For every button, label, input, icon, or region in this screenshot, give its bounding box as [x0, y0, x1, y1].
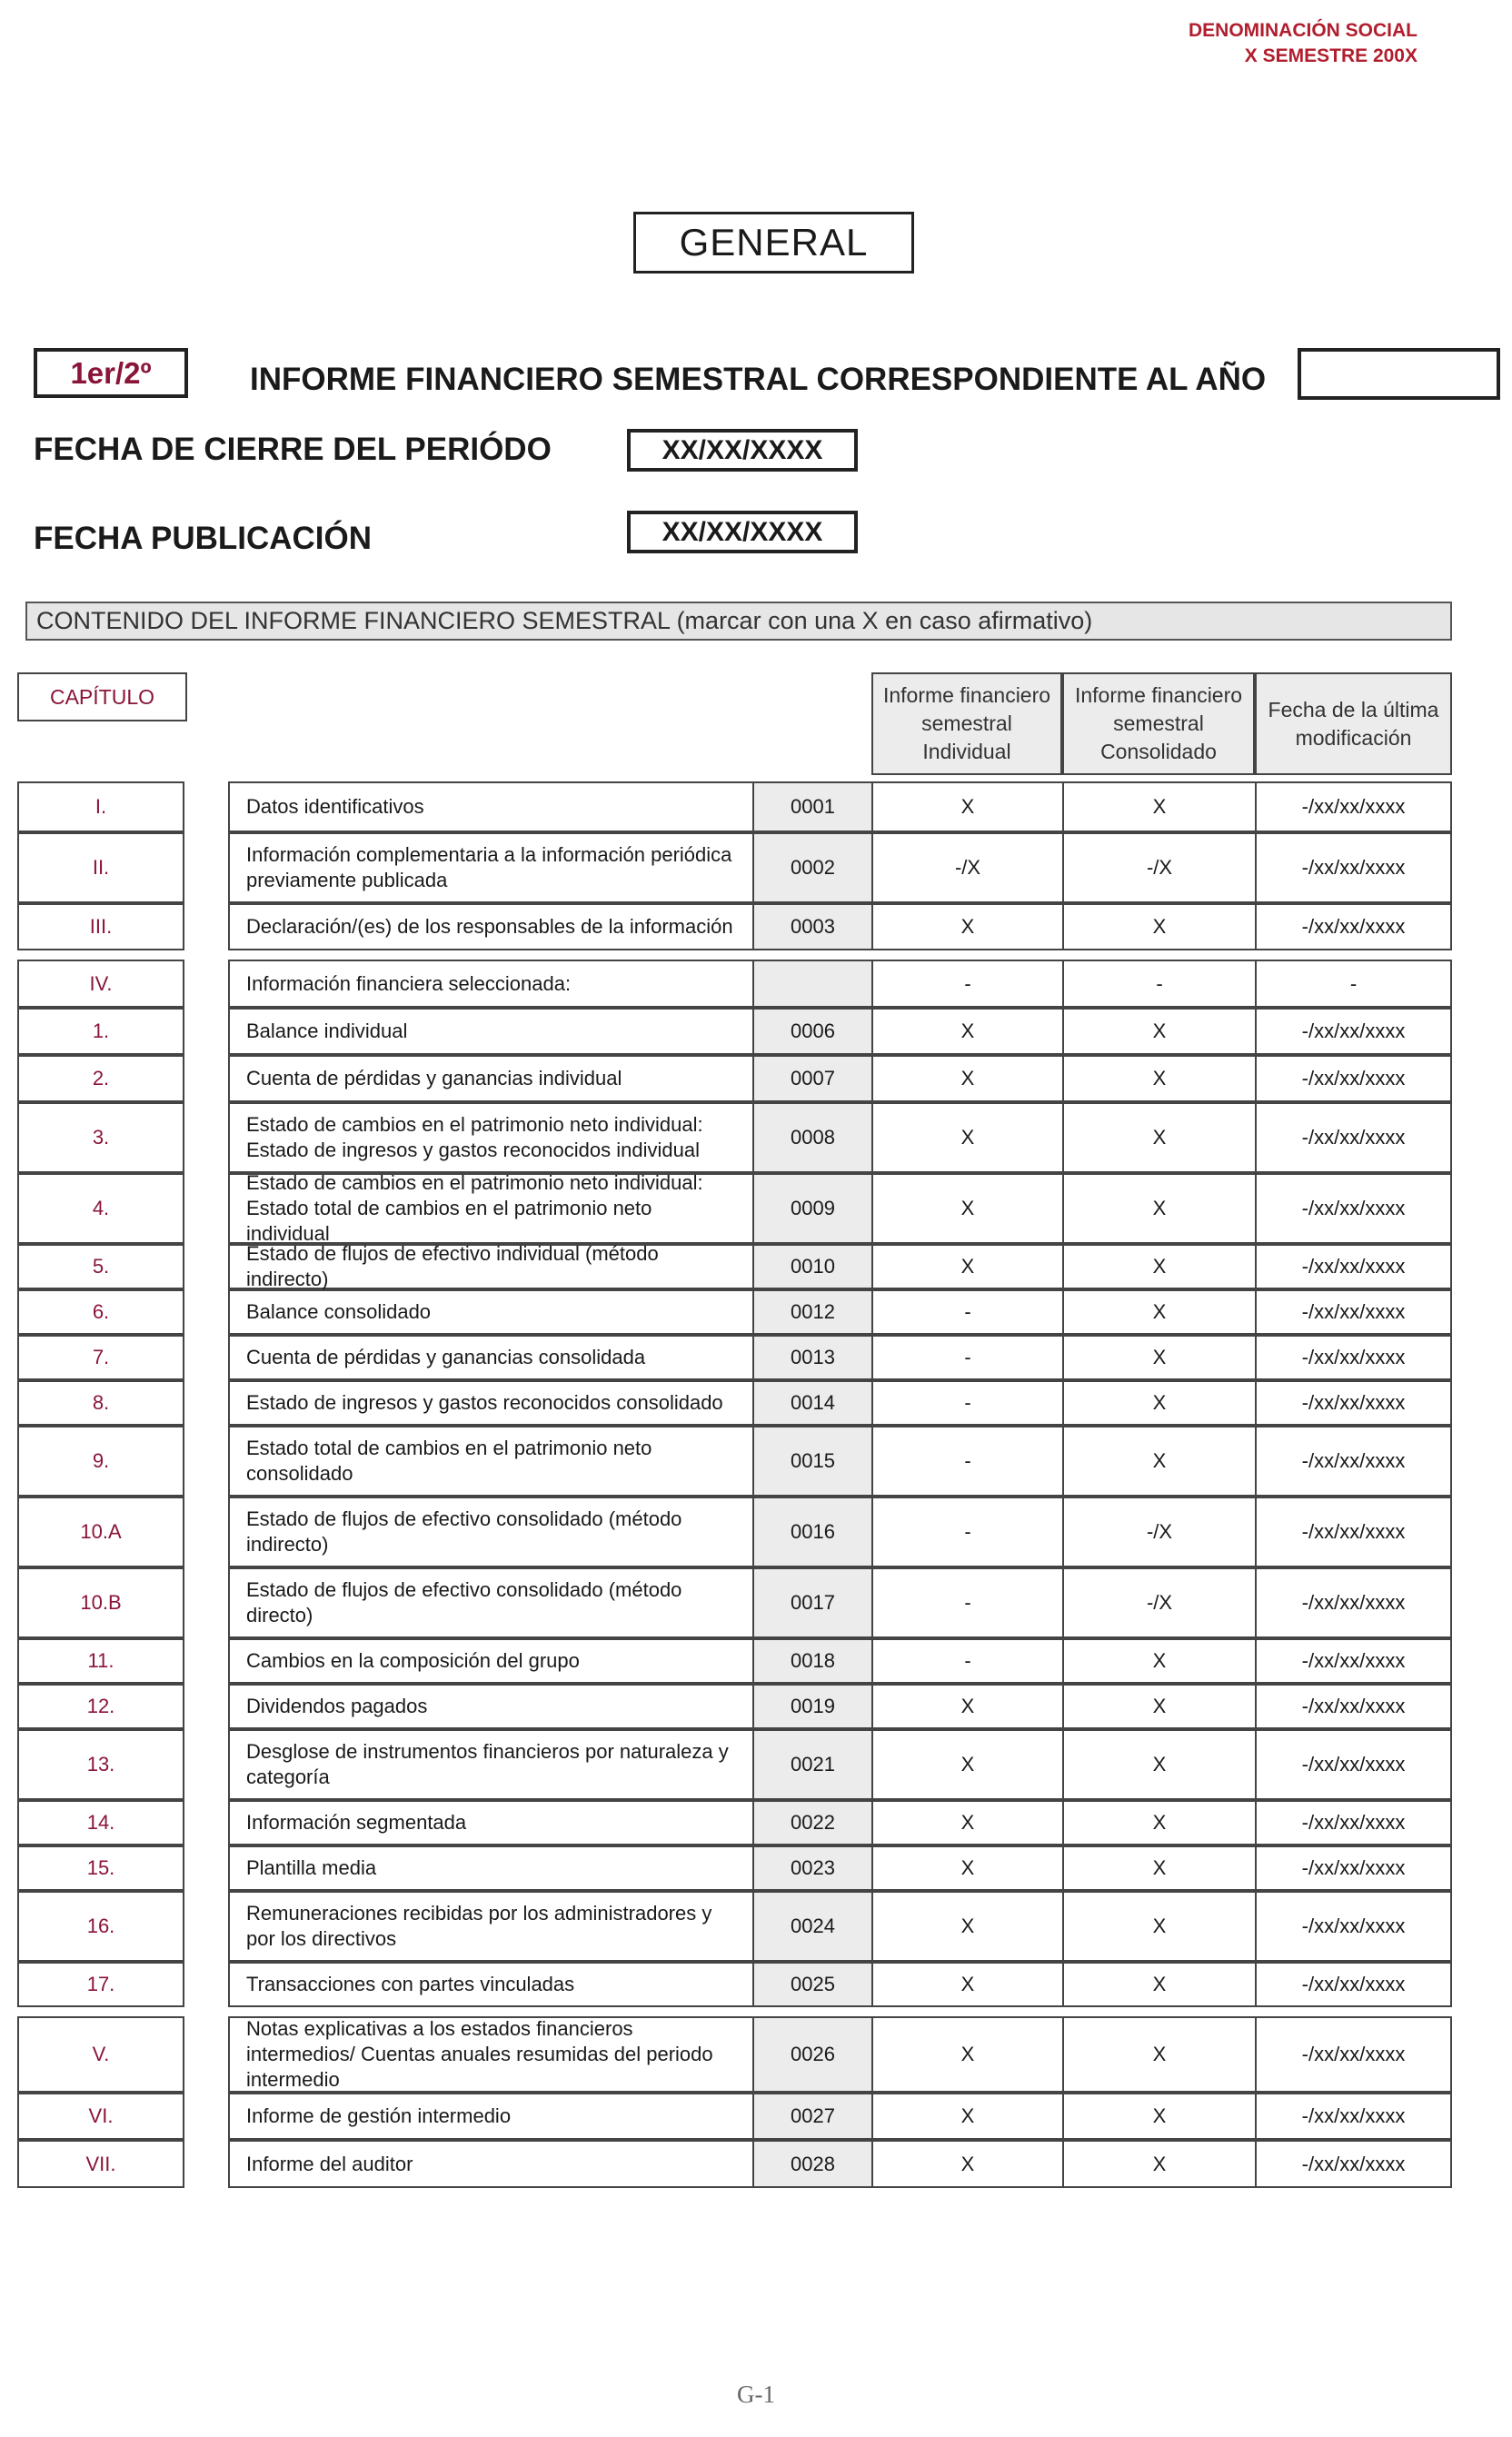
- table-row: [228, 832, 1452, 903]
- last-modified-date-cell[interactable]: -/xx/xx/xxxx: [1301, 1197, 1406, 1219]
- table-row: [228, 1891, 1452, 1962]
- row-code: 0007: [754, 1057, 873, 1100]
- row-description: Transacciones con partes vinculadas: [230, 1964, 754, 2005]
- individual-mark-cell[interactable]: X: [873, 1893, 1064, 1960]
- row-code: 0013: [754, 1337, 873, 1378]
- report-title: INFORME FINANCIERO SEMESTRAL CORRESPONDIENTE AL AÑO: [250, 362, 1267, 397]
- consolidado-mark-cell[interactable]: -/X: [1064, 1498, 1257, 1566]
- page-number: G-1: [737, 2381, 775, 2408]
- consolidado-mark-cell[interactable]: -: [1064, 961, 1257, 1006]
- individual-mark-cell[interactable]: X: [873, 905, 1064, 949]
- row-code: 0016: [754, 1498, 873, 1566]
- consolidado-mark-cell[interactable]: X: [1064, 1104, 1257, 1171]
- row-code: 0003: [754, 905, 873, 949]
- chapter-label: VII.: [17, 2140, 184, 2188]
- chapter-label: 1.: [17, 1008, 184, 1055]
- table-row: [228, 1289, 1452, 1335]
- individual-mark-cell[interactable]: X: [873, 1057, 1064, 1100]
- last-modified-date-cell[interactable]: -/xx/xx/xxxx: [1301, 1973, 1406, 1995]
- table-row: [228, 1845, 1452, 1891]
- row-code: 0019: [754, 1686, 873, 1727]
- chapter-label: 14.: [17, 1800, 184, 1845]
- row-code: 0018: [754, 1640, 873, 1682]
- individual-mark-cell[interactable]: X: [873, 1731, 1064, 1798]
- individual-mark-cell[interactable]: -/X: [873, 834, 1064, 901]
- individual-mark-cell[interactable]: X: [873, 1104, 1064, 1171]
- last-modified-date-cell[interactable]: -/xx/xx/xxxx: [1301, 1753, 1406, 1776]
- column-header-individual: Informe financiero semestral Individual: [871, 672, 1062, 775]
- chapter-label: 16.: [17, 1891, 184, 1962]
- semester-label: X SEMESTRE 200X: [1244, 45, 1418, 66]
- document-header: [1189, 18, 1418, 69]
- individual-mark-cell[interactable]: X: [873, 1686, 1064, 1727]
- chapter-label: IV.: [17, 960, 184, 1008]
- individual-mark-cell[interactable]: -: [873, 1640, 1064, 1682]
- row-description: Estado de flujos de efectivo individual (método indirecto): [230, 1246, 754, 1288]
- chapter-label: 13.: [17, 1729, 184, 1800]
- last-modified-date-cell[interactable]: -/xx/xx/xxxx: [1301, 915, 1406, 938]
- last-modified-date-cell[interactable]: -/xx/xx/xxxx: [1301, 1020, 1406, 1042]
- table-row: [228, 2140, 1452, 2188]
- consolidado-mark-cell[interactable]: X: [1064, 1427, 1257, 1495]
- individual-mark-cell[interactable]: X: [873, 1246, 1064, 1288]
- consolidado-mark-cell[interactable]: X: [1064, 1686, 1257, 1727]
- table-row: [228, 1380, 1452, 1426]
- individual-mark-cell[interactable]: X: [873, 1964, 1064, 2005]
- last-modified-date-cell[interactable]: -/xx/xx/xxxx: [1301, 1346, 1406, 1368]
- individual-mark-cell[interactable]: -: [873, 1427, 1064, 1495]
- row-code: 0021: [754, 1731, 873, 1798]
- table-row: [228, 1102, 1452, 1173]
- chapter-label: 2.: [17, 1055, 184, 1102]
- individual-mark-cell[interactable]: X: [873, 2018, 1064, 2091]
- table-row: [228, 1173, 1452, 1244]
- table-row: [228, 2093, 1452, 2140]
- row-code: 0024: [754, 1893, 873, 1960]
- row-description: Estado de flujos de efectivo consolidado (método directo): [230, 1569, 754, 1636]
- individual-mark-cell[interactable]: X: [873, 2094, 1064, 2138]
- row-description: Plantilla media: [230, 1847, 754, 1889]
- chapter-label: 3.: [17, 1102, 184, 1173]
- table-row: [228, 1729, 1452, 1800]
- last-modified-date-cell[interactable]: -/xx/xx/xxxx: [1301, 1126, 1406, 1149]
- consolidado-mark-cell[interactable]: X: [1064, 1893, 1257, 1960]
- individual-mark-cell[interactable]: -: [873, 1498, 1064, 1566]
- publication-date-field[interactable]: XX/XX/XXXX: [627, 511, 858, 553]
- last-modified-date-cell[interactable]: -/xx/xx/xxxx: [1301, 1449, 1406, 1472]
- last-modified-date-cell[interactable]: -/xx/xx/xxxx: [1301, 1915, 1406, 1937]
- row-description: Datos identificativos: [230, 783, 754, 831]
- row-description: Cambios en la composición del grupo: [230, 1640, 754, 1682]
- column-header-fecha: Fecha de la última modificación: [1255, 672, 1452, 775]
- chapter-label: II.: [17, 832, 184, 903]
- row-description: Información complementaria a la información periódica previamente publicada: [230, 834, 754, 901]
- chapter-label: 9.: [17, 1426, 184, 1497]
- row-code: 0014: [754, 1382, 873, 1424]
- row-description: Desglose de instrumentos financieros por naturaleza y categoría: [230, 1731, 754, 1798]
- row-code: 0022: [754, 1802, 873, 1844]
- row-code: 0015: [754, 1427, 873, 1495]
- row-code: 0002: [754, 834, 873, 901]
- row-description: Estado de cambios en el patrimonio neto individual: Estado de ingresos y gastos reconocidos individual: [230, 1104, 754, 1171]
- content-section-bar: CONTENIDO DEL INFORME FINANCIERO SEMESTRAL (marcar con una X en caso afirmativo): [25, 602, 1452, 641]
- consolidado-mark-cell[interactable]: X: [1064, 1964, 1257, 2005]
- row-description: Notas explicativas a los estados financieros intermedios/ Cuentas anuales resumidas del periodo intermedio: [230, 2018, 754, 2091]
- last-modified-date-cell[interactable]: -/xx/xx/xxxx: [1301, 795, 1406, 818]
- last-modified-date-cell[interactable]: -/xx/xx/xxxx: [1301, 1520, 1406, 1543]
- row-description: Información segmentada: [230, 1802, 754, 1844]
- table-row: [228, 903, 1452, 950]
- individual-mark-cell[interactable]: X: [873, 1847, 1064, 1889]
- row-code: 0023: [754, 1847, 873, 1889]
- row-code: 0006: [754, 1010, 873, 1053]
- individual-mark-cell[interactable]: -: [873, 1382, 1064, 1424]
- table-row: [228, 1244, 1452, 1289]
- last-modified-date-cell[interactable]: -/xx/xx/xxxx: [1301, 1255, 1406, 1278]
- row-description: Cuenta de pérdidas y ganancias consolidada: [230, 1337, 754, 1378]
- consolidado-mark-cell[interactable]: -/X: [1064, 1569, 1257, 1636]
- consolidado-mark-cell[interactable]: X: [1064, 1175, 1257, 1242]
- consolidado-mark-cell[interactable]: X: [1064, 2094, 1257, 2138]
- consolidado-mark-cell[interactable]: X: [1064, 1640, 1257, 1682]
- last-modified-date-cell[interactable]: -: [1349, 971, 1358, 995]
- row-description: Balance consolidado: [230, 1291, 754, 1333]
- individual-mark-cell[interactable]: X: [873, 2142, 1064, 2186]
- row-description: Dividendos pagados: [230, 1686, 754, 1727]
- chapter-label: III.: [17, 903, 184, 950]
- last-modified-date-cell[interactable]: -/xx/xx/xxxx: [1301, 856, 1406, 879]
- year-field[interactable]: [1298, 348, 1500, 400]
- row-description: Estado de flujos de efectivo consolidado (método indirecto): [230, 1498, 754, 1566]
- table-row: [228, 1567, 1452, 1638]
- individual-mark-cell[interactable]: -: [873, 1337, 1064, 1378]
- last-modified-date-cell[interactable]: -/xx/xx/xxxx: [1301, 1067, 1406, 1089]
- individual-mark-cell[interactable]: -: [873, 1291, 1064, 1333]
- chapter-label: 15.: [17, 1845, 184, 1891]
- row-description: Información financiera seleccionada:: [230, 961, 754, 1006]
- chapter-label: 11.: [17, 1638, 184, 1684]
- individual-mark-cell[interactable]: X: [873, 783, 1064, 831]
- chapter-label: I.: [17, 781, 184, 832]
- row-code: 0026: [754, 2018, 873, 2091]
- table-row: [228, 1055, 1452, 1102]
- row-code: 0017: [754, 1569, 873, 1636]
- consolidado-mark-cell[interactable]: X: [1064, 2018, 1257, 2091]
- chapter-label: 4.: [17, 1173, 184, 1244]
- row-code: 0027: [754, 2094, 873, 2138]
- last-modified-date-cell[interactable]: -/xx/xx/xxxx: [1301, 1591, 1406, 1614]
- chapter-label: 10.B: [17, 1567, 184, 1638]
- consolidado-mark-cell[interactable]: X: [1064, 1337, 1257, 1378]
- semester-box[interactable]: 1er/2º: [34, 348, 188, 398]
- table-row: [228, 1800, 1452, 1845]
- table-row: [228, 781, 1452, 832]
- row-code: 0001: [754, 783, 873, 831]
- consolidado-mark-cell[interactable]: X: [1064, 1291, 1257, 1333]
- consolidado-mark-cell[interactable]: X: [1064, 1246, 1257, 1288]
- chapter-label: 5.: [17, 1244, 184, 1289]
- form-title: GENERAL: [633, 212, 914, 274]
- table-row: [228, 960, 1452, 1008]
- column-header-consolidado: Informe financiero semestral Consolidado: [1062, 672, 1255, 775]
- last-modified-date-cell[interactable]: -/xx/xx/xxxx: [1301, 2104, 1406, 2127]
- table-row: [228, 1335, 1452, 1380]
- capitulo-header: CAPÍTULO: [17, 672, 187, 721]
- row-description: Informe del auditor: [230, 2142, 754, 2186]
- consolidado-mark-cell[interactable]: -/X: [1064, 834, 1257, 901]
- row-code: 0012: [754, 1291, 873, 1333]
- chapter-label: 8.: [17, 1380, 184, 1426]
- last-modified-date-cell[interactable]: -/xx/xx/xxxx: [1301, 2152, 1406, 2175]
- row-description: Cuenta de pérdidas y ganancias individual: [230, 1057, 754, 1100]
- consolidado-mark-cell[interactable]: X: [1064, 1731, 1257, 1798]
- table-row: [228, 1962, 1452, 2007]
- consolidado-mark-cell[interactable]: X: [1064, 1057, 1257, 1100]
- individual-mark-cell[interactable]: -: [873, 1569, 1064, 1636]
- individual-mark-cell[interactable]: -: [873, 961, 1064, 1006]
- row-code: 0009: [754, 1175, 873, 1242]
- chapter-label: 7.: [17, 1335, 184, 1380]
- last-modified-date-cell[interactable]: -/xx/xx/xxxx: [1301, 1811, 1406, 1834]
- row-code: 0025: [754, 1964, 873, 2005]
- company-name: DENOMINACIÓN SOCIAL: [1189, 20, 1418, 41]
- chapter-label: 12.: [17, 1684, 184, 1729]
- individual-mark-cell[interactable]: X: [873, 1802, 1064, 1844]
- row-description: Estado total de cambios en el patrimonio neto consolidado: [230, 1427, 754, 1495]
- chapter-label: VI.: [17, 2093, 184, 2140]
- chapter-label: 10.A: [17, 1497, 184, 1567]
- consolidado-mark-cell[interactable]: X: [1064, 1382, 1257, 1424]
- row-code: 0028: [754, 2142, 873, 2186]
- last-modified-date-cell[interactable]: -/xx/xx/xxxx: [1301, 1300, 1406, 1323]
- table-row: [228, 2016, 1452, 2093]
- row-code: 0010: [754, 1246, 873, 1288]
- individual-mark-cell[interactable]: X: [873, 1010, 1064, 1053]
- row-description: Informe de gestión intermedio: [230, 2094, 754, 2138]
- chapter-label: 17.: [17, 1962, 184, 2007]
- closing-date-field[interactable]: XX/XX/XXXX: [627, 429, 858, 472]
- row-description: Remuneraciones recibidas por los administradores y por los directivos: [230, 1893, 754, 1960]
- table-row: [228, 1008, 1452, 1055]
- row-description: Estado de cambios en el patrimonio neto individual: Estado total de cambios en el patrimonio neto individual: [230, 1175, 754, 1242]
- consolidado-mark-cell[interactable]: X: [1064, 783, 1257, 831]
- consolidado-mark-cell[interactable]: X: [1064, 1010, 1257, 1053]
- consolidado-mark-cell[interactable]: X: [1064, 2142, 1257, 2186]
- table-row: [228, 1638, 1452, 1684]
- closing-date-label: FECHA DE CIERRE DEL PERIÓDO: [34, 432, 552, 467]
- row-code: 0008: [754, 1104, 873, 1171]
- consolidado-mark-cell[interactable]: X: [1064, 1802, 1257, 1844]
- consolidado-mark-cell[interactable]: X: [1064, 1847, 1257, 1889]
- individual-mark-cell[interactable]: X: [873, 1175, 1064, 1242]
- row-code: [754, 961, 873, 1006]
- consolidado-mark-cell[interactable]: X: [1064, 905, 1257, 949]
- publication-date-label: FECHA PUBLICACIÓN: [34, 521, 373, 556]
- row-description: Declaración/(es) de los responsables de la información: [230, 905, 754, 949]
- chapter-label: V.: [17, 2016, 184, 2093]
- chapter-label: 6.: [17, 1289, 184, 1335]
- last-modified-date-cell[interactable]: -/xx/xx/xxxx: [1301, 1856, 1406, 1879]
- last-modified-date-cell[interactable]: -/xx/xx/xxxx: [1301, 1695, 1406, 1717]
- last-modified-date-cell[interactable]: -/xx/xx/xxxx: [1301, 2043, 1406, 2065]
- table-row: [228, 1684, 1452, 1729]
- row-description: Balance individual: [230, 1010, 754, 1053]
- last-modified-date-cell[interactable]: -/xx/xx/xxxx: [1301, 1649, 1406, 1672]
- last-modified-date-cell[interactable]: -/xx/xx/xxxx: [1301, 1391, 1406, 1414]
- row-description: Estado de ingresos y gastos reconocidos consolidado: [230, 1382, 754, 1424]
- table-row: [228, 1497, 1452, 1567]
- table-row: [228, 1426, 1452, 1497]
